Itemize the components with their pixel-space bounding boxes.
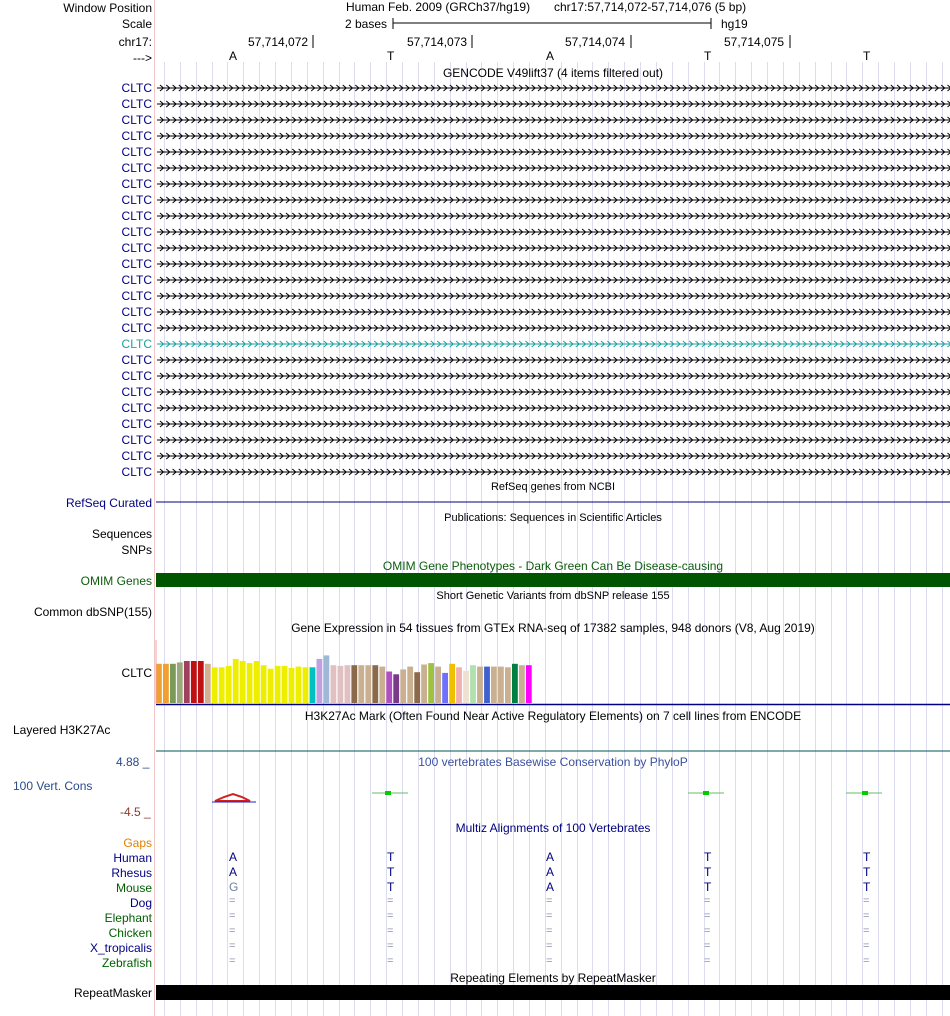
multiz-aligned-base: T [704, 865, 712, 879]
gencode-transcript-label[interactable]: CLTC [121, 353, 152, 367]
gencode-transcript-label[interactable]: CLTC [121, 193, 152, 207]
gencode-transcript-label[interactable]: CLTC [121, 401, 152, 415]
multiz-aligned-base: = [229, 940, 236, 952]
multiz-aligned-base: A [229, 850, 238, 864]
gencode-transcript-label[interactable]: CLTC [121, 225, 152, 239]
multiz-aligned-base: = [229, 955, 236, 967]
coord-tick-3: 57,714,074 [565, 35, 626, 49]
multiz-aligned-base: A [229, 865, 238, 879]
gencode-transcript-label[interactable]: CLTC [121, 241, 152, 255]
gencode-transcript-label[interactable]: CLTC [121, 129, 152, 143]
multiz-aligned-base: = [546, 925, 553, 937]
gencode-transcript-label[interactable]: CLTC [121, 97, 152, 111]
assembly-name: Human Feb. 2009 (GRCh37/hg19) [346, 0, 531, 14]
gencode-transcript-label[interactable]: CLTC [121, 273, 152, 287]
multiz-species-label[interactable]: Elephant [104, 911, 152, 925]
multiz-aligned-base: = [229, 895, 236, 907]
omim-track-title[interactable]: OMIM Gene Phenotypes - Dark Green Can Be Disease-causing [382, 559, 724, 573]
multiz-aligned-base: A [546, 865, 555, 879]
multiz-aligned-base: = [387, 895, 394, 907]
multiz-aligned-base: = [863, 955, 870, 967]
h3k27ac-track-title[interactable]: H3K27Ac Mark (Often Found Near Active Regulatory Elements) on 7 cell lines from ENCODE [304, 709, 802, 723]
multiz-aligned-base: = [863, 895, 870, 907]
multiz-aligned-base: T [387, 865, 395, 879]
multiz-aligned-base: = [387, 955, 394, 967]
multiz-aligned-base: = [704, 940, 711, 952]
base-letter: A [229, 49, 238, 63]
refseq-track-title[interactable]: RefSeq genes from NCBI [490, 481, 616, 493]
base-letter: A [546, 49, 555, 63]
gencode-track-title[interactable]: GENCODE V49lift37 (4 items filtered out) [442, 66, 664, 80]
chrom-label: chr17: [118, 35, 152, 49]
multiz-aligned-base: = [387, 925, 394, 937]
multiz-species-label[interactable]: Rhesus [111, 866, 152, 880]
h3k27ac-track-label[interactable]: Layered H3K27Ac [13, 723, 111, 737]
cons-min-label: -4.5 _ [120, 805, 151, 819]
multiz-aligned-base: T [704, 880, 712, 894]
gencode-transcript-label[interactable]: CLTC [121, 433, 152, 447]
multiz-aligned-base: = [863, 925, 870, 937]
dbsnp-track-label[interactable]: Common dbSNP(155) [33, 605, 152, 619]
multiz-species-label[interactable]: Dog [129, 896, 152, 910]
publications-track-label[interactable]: Sequences [91, 527, 152, 541]
window-position-text[interactable]: chr17:57,714,072-57,714,076 (5 bp) [554, 0, 747, 14]
multiz-species-label[interactable]: X_tropicalis [89, 941, 152, 955]
multiz-aligned-base: = [229, 910, 236, 922]
gencode-transcript-label[interactable]: CLTC [121, 177, 152, 191]
omim-track-label[interactable]: OMIM Genes [80, 574, 152, 588]
gencode-transcript-label[interactable]: CLTC [121, 161, 152, 175]
multiz-aligned-base: = [704, 925, 711, 937]
multiz-aligned-base: = [704, 895, 711, 907]
gencode-transcript-label[interactable]: CLTC [121, 465, 152, 479]
multiz-species-label[interactable]: Zebrafish [101, 956, 152, 970]
db-name: hg19 [721, 17, 748, 31]
scale-text: 2 bases [345, 17, 388, 31]
gencode-transcript-label[interactable]: CLTC [121, 289, 152, 303]
coord-tick-2: 57,714,073 [407, 35, 468, 49]
multiz-species-label[interactable]: Chicken [108, 926, 152, 940]
multiz-aligned-base: = [546, 910, 553, 922]
cons-track-title[interactable]: 100 vertebrates Basewise Conservation by PhyloP [418, 755, 688, 769]
gencode-transcript-label[interactable]: CLTC [121, 209, 152, 223]
multiz-gaps-label: Gaps [123, 836, 152, 850]
gencode-transcript-label[interactable]: CLTC [121, 145, 152, 159]
base-letter: T [387, 49, 395, 63]
multiz-aligned-base: T [387, 850, 395, 864]
gencode-transcript-label[interactable]: CLTC [121, 81, 152, 95]
base-letter: T [863, 49, 871, 63]
gencode-transcript-label[interactable]: CLTC [121, 257, 152, 271]
scale-label: Scale [121, 17, 152, 31]
base-letter: T [704, 49, 712, 63]
multiz-aligned-base: = [704, 955, 711, 967]
multiz-aligned-base: G [229, 880, 239, 894]
multiz-aligned-base: T [863, 850, 871, 864]
publications-track-title[interactable]: Publications: Sequences in Scientific Articles [444, 512, 662, 524]
multiz-aligned-base: = [229, 925, 236, 937]
multiz-aligned-base: = [704, 910, 711, 922]
multiz-aligned-base: A [546, 880, 555, 894]
multiz-species-label[interactable]: Human [113, 851, 152, 865]
gencode-transcript-label[interactable]: CLTC [121, 417, 152, 431]
multiz-aligned-base: = [387, 940, 394, 952]
gencode-transcript-label[interactable]: CLTC [121, 369, 152, 383]
gtex-track-label[interactable]: CLTC [121, 666, 152, 680]
window-position-label: Window Position [63, 1, 152, 15]
repeatmasker-track-title[interactable]: Repeating Elements by RepeatMasker [450, 971, 656, 985]
cons-max-label: 4.88 _ [116, 755, 150, 769]
multiz-aligned-base: = [546, 940, 553, 952]
snps-track-label[interactable]: SNPs [121, 543, 152, 557]
cons-track-label[interactable]: 100 Vert. Cons [13, 779, 93, 793]
multiz-species-label[interactable]: Mouse [115, 881, 152, 895]
repeatmasker-track-label[interactable]: RepeatMasker [73, 986, 152, 1000]
multiz-aligned-base: = [863, 910, 870, 922]
multiz-aligned-base: = [546, 895, 553, 907]
gencode-transcript-label[interactable]: CLTC [121, 305, 152, 319]
refseq-track-label[interactable]: RefSeq Curated [65, 496, 152, 510]
gtex-track-title[interactable]: Gene Expression in 54 tissues from GTEx RNA-seq of 17382 samples, 948 donors (V8, Aug 2019) [291, 621, 815, 635]
gencode-transcript-label[interactable]: CLTC [121, 449, 152, 463]
gencode-transcript-label[interactable]: CLTC [121, 321, 152, 335]
dbsnp-track-title[interactable]: Short Genetic Variants from dbSNP release 155 [436, 590, 670, 602]
multiz-aligned-base: T [863, 880, 871, 894]
multiz-aligned-base: A [546, 850, 555, 864]
gencode-transcript-label[interactable]: CLTC [121, 385, 152, 399]
multiz-aligned-base: T [387, 880, 395, 894]
coord-tick-4: 57,714,075 [724, 35, 785, 49]
multiz-aligned-base: T [704, 850, 712, 864]
multiz-aligned-base: = [546, 955, 553, 967]
coord-tick-1: 57,714,072 [248, 35, 309, 49]
multiz-track-title[interactable]: Multiz Alignments of 100 Vertebrates [455, 821, 651, 835]
multiz-aligned-base: T [863, 865, 871, 879]
gencode-transcript-label[interactable]: CLTC [121, 337, 152, 351]
multiz-aligned-base: = [387, 910, 394, 922]
repeatmasker-bar[interactable] [156, 985, 950, 1000]
multiz-aligned-base: = [863, 940, 870, 952]
strand-label: ---> [133, 51, 152, 65]
gencode-transcript-label[interactable]: CLTC [121, 113, 152, 127]
